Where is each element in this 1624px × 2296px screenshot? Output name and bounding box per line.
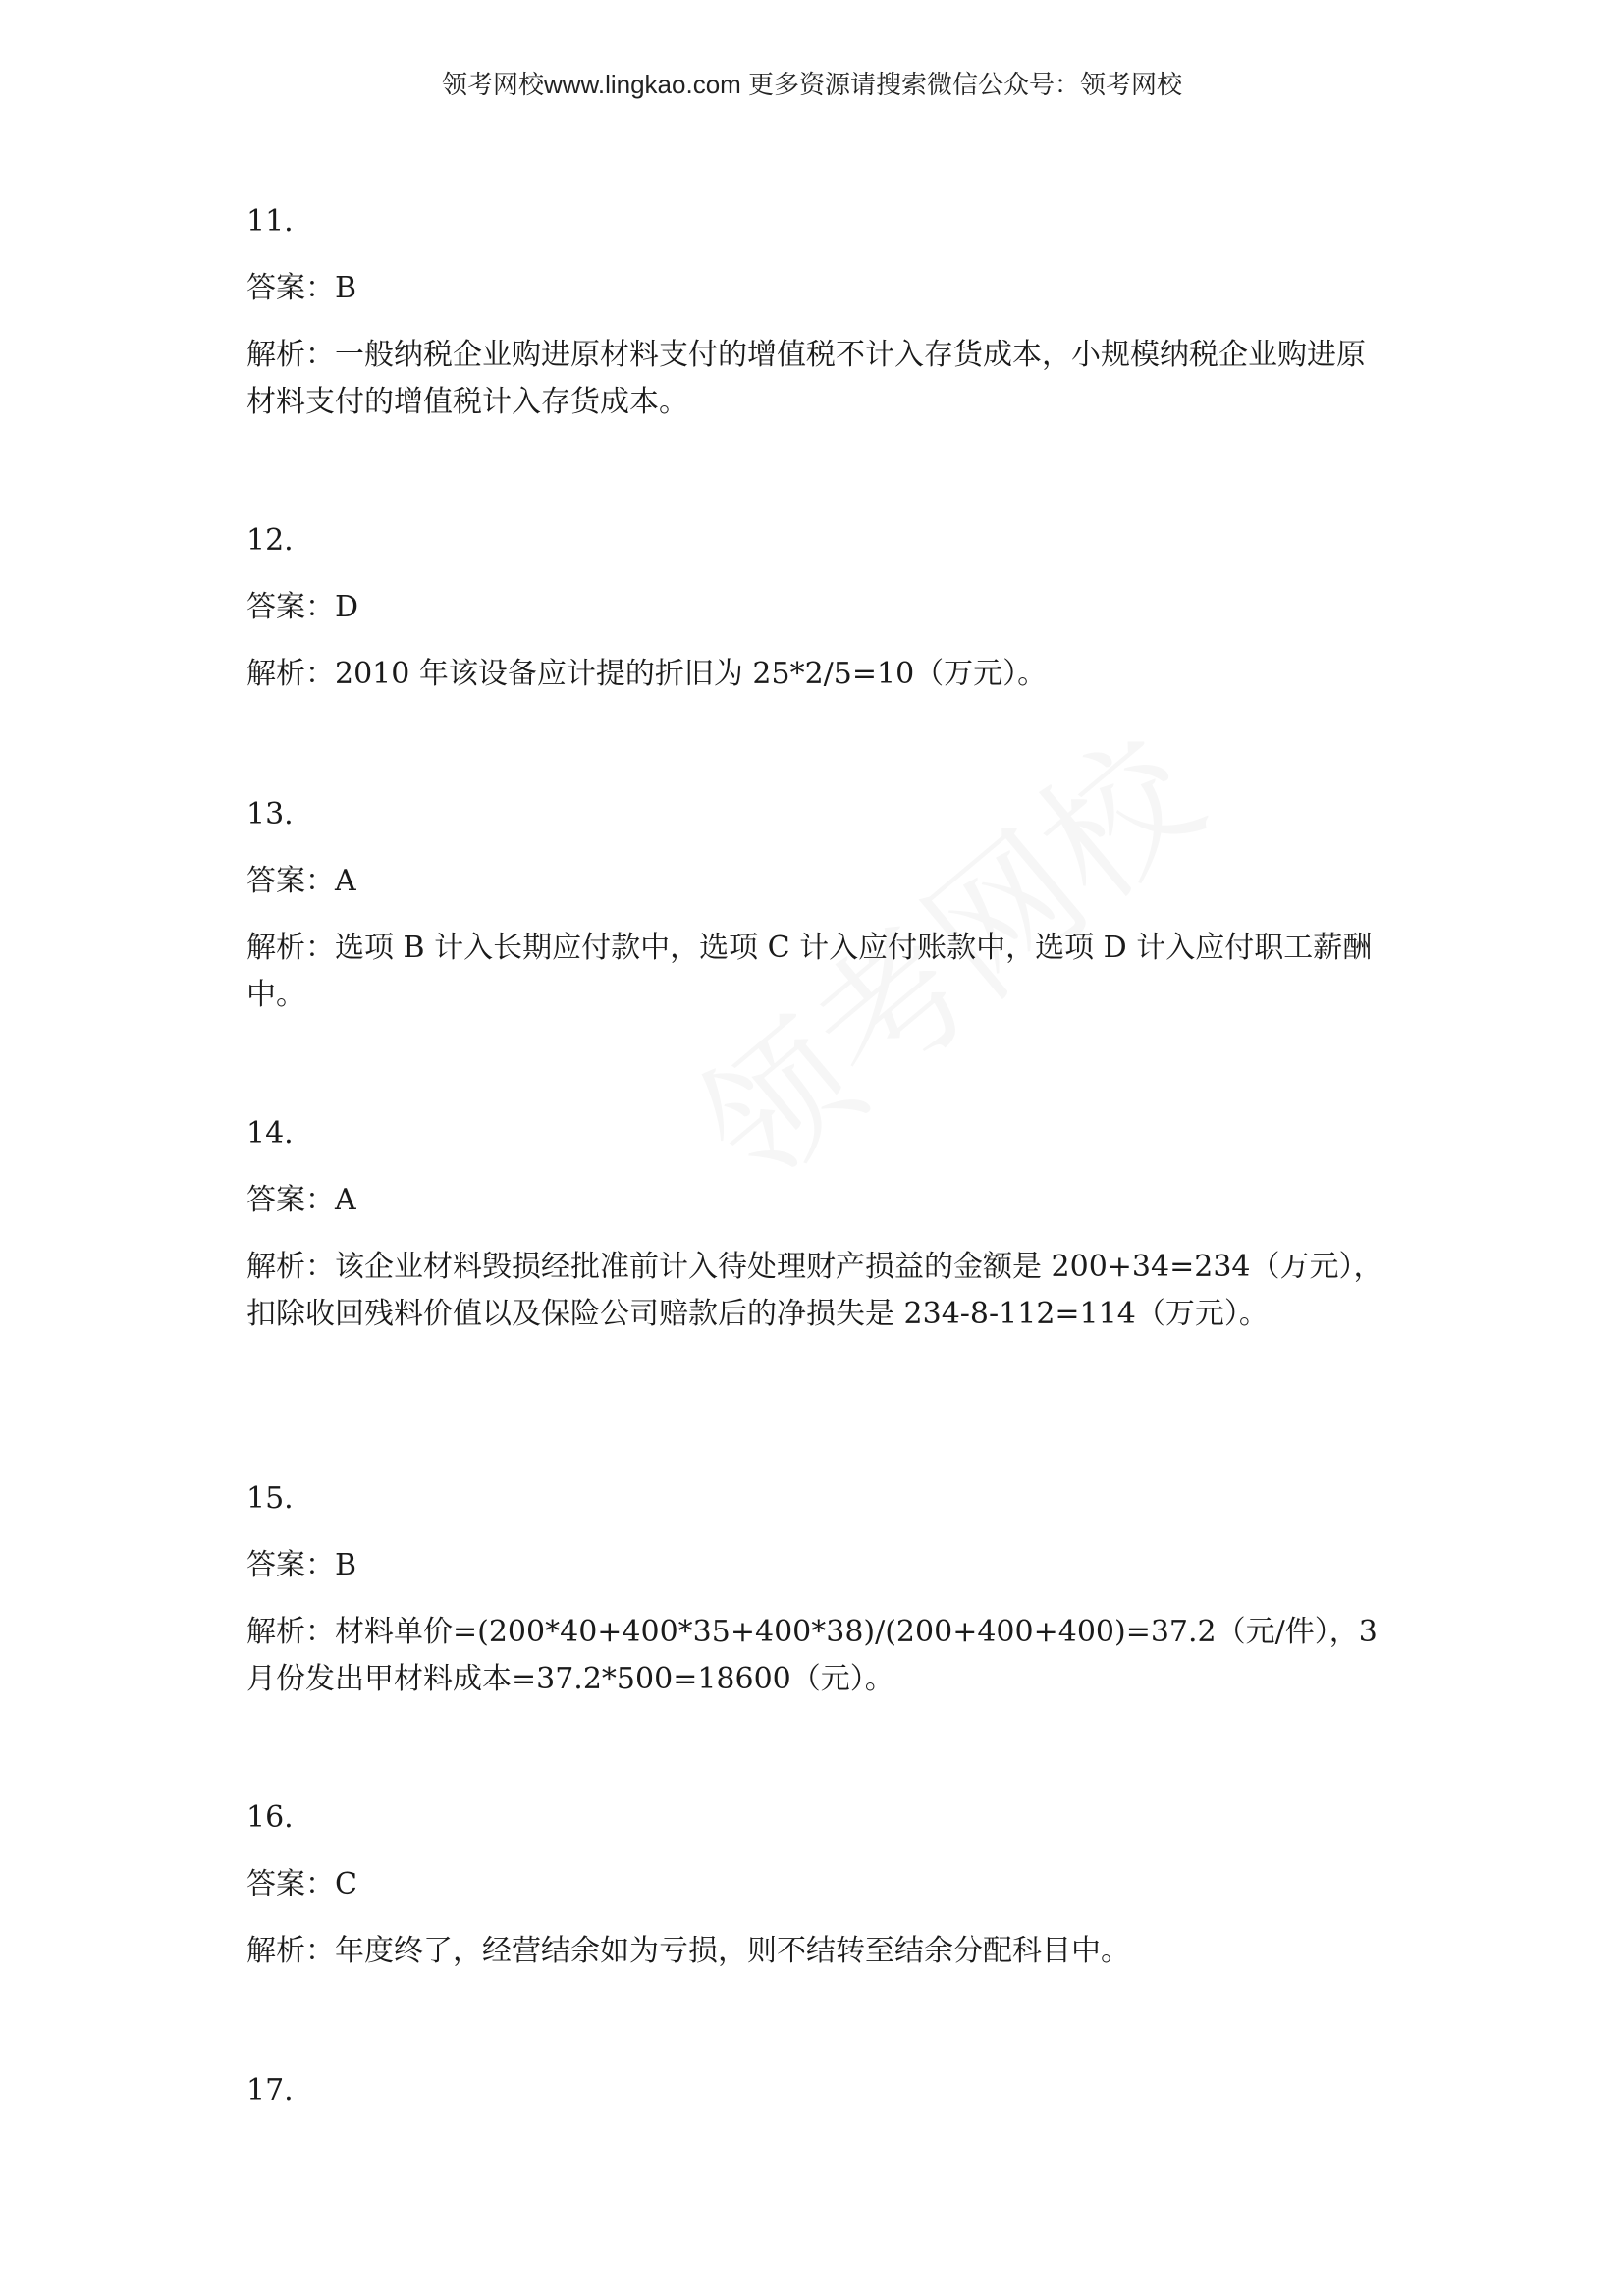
question-number: 14.: [246, 1116, 294, 1150]
question-answer: 答案：D: [246, 590, 359, 624]
question-number: 15.: [246, 1481, 294, 1516]
question-16: [246, 1794, 1385, 1975]
question-explanation: 解析：材料单价=(200*40+400*35+400*38)/(200+400+400)=37.2（元/件），3 月份发出甲材料成本=37.2*500=18600（元）。: [246, 1615, 1378, 1696]
page-header: 领考网校www.lingkao.com 更多资源请搜索微信公众号：领考网校: [441, 70, 1183, 99]
question-13: [246, 791, 1385, 1019]
question-14: [246, 1110, 1385, 1338]
question-answer: 答案：A: [246, 864, 356, 898]
question-number: 13.: [246, 797, 294, 831]
question-12: [246, 517, 1385, 698]
question-number: 11.: [246, 204, 294, 239]
question-answer: 答案：A: [246, 1183, 356, 1217]
question-number: 12.: [246, 523, 294, 558]
question-explanation: 解析：一般纳税企业购进原材料支付的增值税不计入存货成本，小规模纳税企业购进原材料支付的增值税计入存货成本。: [246, 338, 1366, 419]
question-answer: 答案：B: [246, 271, 357, 305]
question-explanation: 解析：选项 B 计入长期应付款中，选项 C 计入应付账款中，选项 D 计入应付职工薪酬中。: [246, 931, 1373, 1012]
question-explanation: 解析：该企业材料毁损经批准前计入待处理财产损益的金额是 200+34=234（万元），扣除收回残料价值以及保险公司赔款后的净损失是 234-8-112=114（万元）。: [246, 1250, 1383, 1331]
question-number: 17.: [246, 2073, 294, 2108]
question-number: 16.: [246, 1800, 294, 1835]
question-17: [246, 2067, 1385, 2114]
question-answer: 答案：C: [246, 1867, 357, 1901]
question-15: [246, 1475, 1385, 1703]
question-answer: 答案：B: [246, 1548, 357, 1582]
question-explanation: 解析：年度终了，经营结余如为亏损，则不结转至结余分配科目中。: [246, 1934, 1130, 1968]
question-11: [246, 198, 1385, 426]
question-explanation: 解析：2010 年该设备应计提的折旧为 25*2/5=10（万元）。: [246, 657, 1048, 691]
